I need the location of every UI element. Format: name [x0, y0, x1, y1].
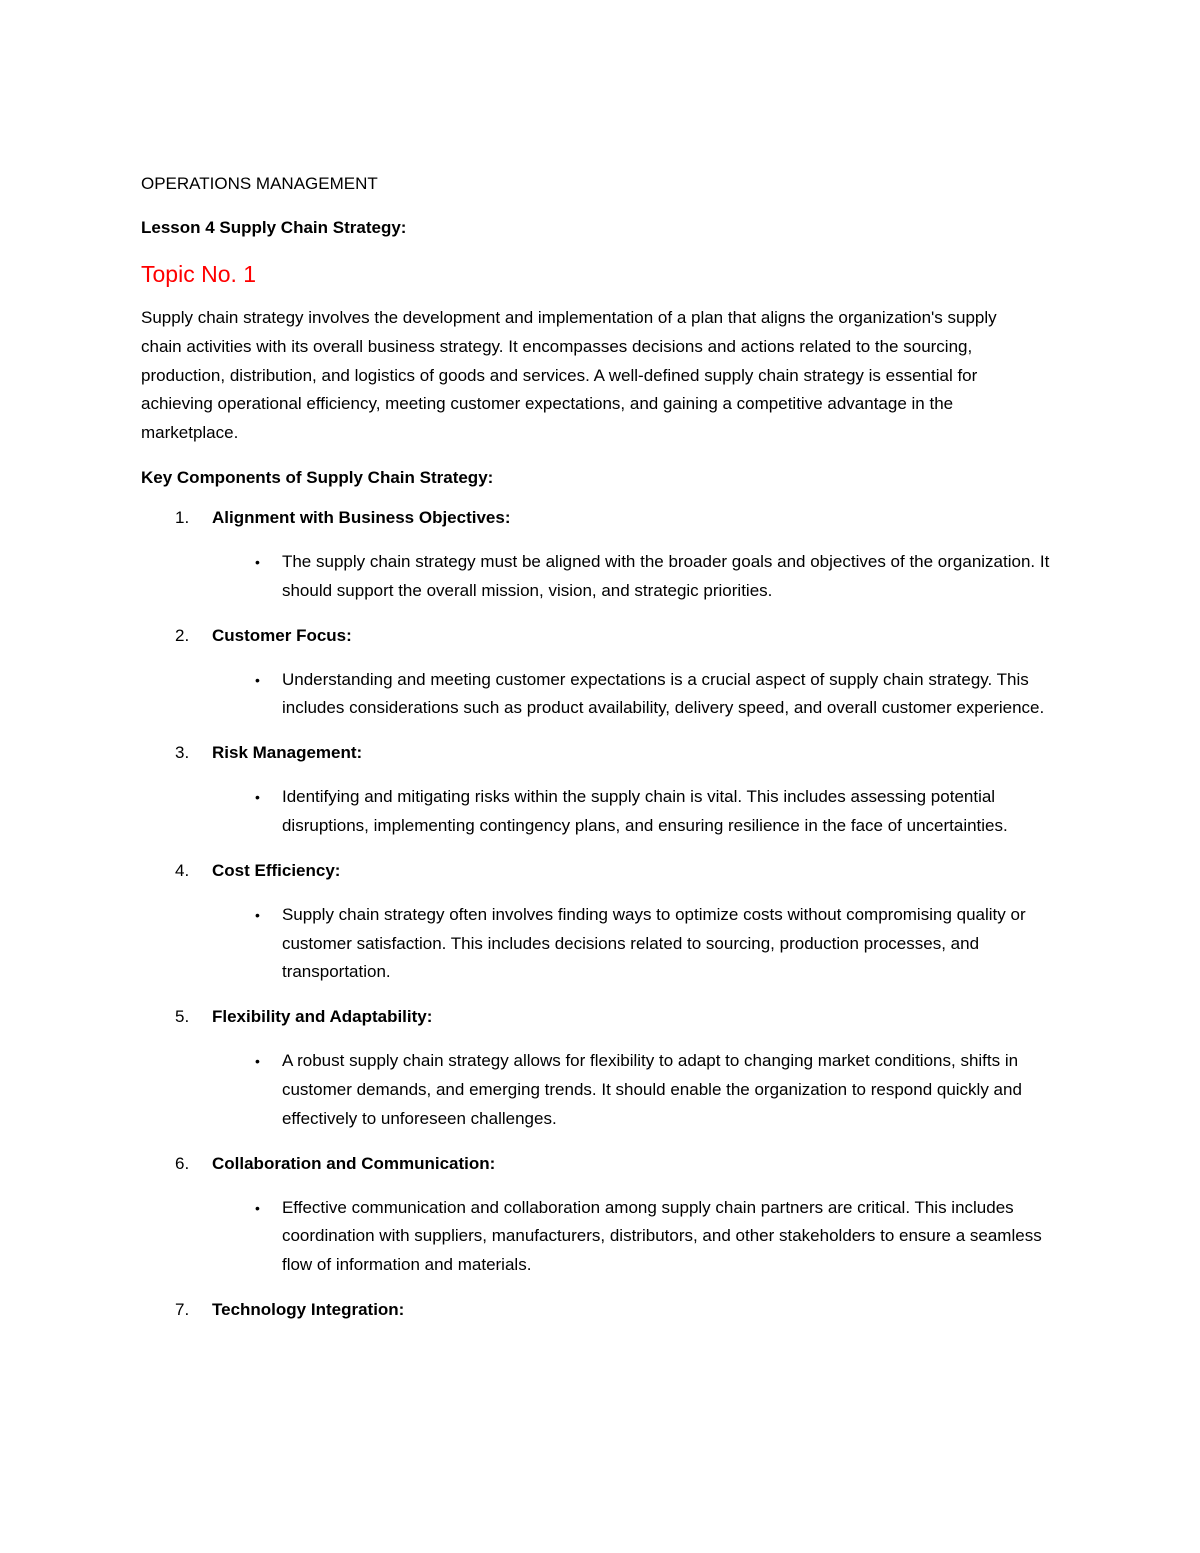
- bullet-text: Understanding and meeting customer expectations is a crucial aspect of supply chain strategy. This includes considerations such as product availability, delivery speed, and overall customer experience.: [281, 669, 1045, 718]
- component-heading: [141, 857, 1061, 885]
- component-item: [141, 1003, 1061, 1133]
- component-number: 1.: [175, 507, 190, 527]
- component-label: Alignment with Business Objectives:: [212, 507, 511, 527]
- component-number: 7.: [175, 1299, 190, 1319]
- document-page: [141, 170, 1061, 1340]
- lesson-title: Lesson 4 Supply Chain Strategy:: [141, 218, 407, 237]
- component-heading: [141, 1296, 1061, 1324]
- bullet-icon: •: [255, 1199, 260, 1216]
- component-label: Flexibility and Adaptability:: [212, 1007, 433, 1027]
- component-label: Risk Management:: [212, 743, 363, 763]
- bullet-text: A robust supply chain strategy allows for flexibility to adapt to changing market conditions, shifts in customer demands, and emerging trends. It should enable the organization to respond quickly and effectively to unforeseen challenges.: [281, 1051, 1022, 1128]
- component-heading: [141, 504, 1061, 532]
- component-heading: [141, 1003, 1061, 1031]
- component-label: Customer Focus:: [212, 625, 352, 645]
- component-item: [141, 622, 1061, 724]
- bullet-icon: •: [255, 906, 260, 923]
- component-bullet: [141, 666, 1061, 724]
- component-number: 6.: [175, 1153, 190, 1173]
- component-label: Collaboration and Communication:: [212, 1153, 496, 1173]
- component-number: 3.: [175, 743, 190, 763]
- component-item: [141, 504, 1061, 606]
- component-item: [141, 1296, 1061, 1324]
- bullet-icon: •: [255, 553, 260, 570]
- component-heading: [141, 739, 1061, 767]
- component-bullet: [141, 1194, 1061, 1280]
- component-item: [141, 739, 1061, 841]
- component-bullet: [141, 783, 1061, 841]
- component-label: Technology Integration:: [212, 1299, 405, 1319]
- topic-title: Topic No. 1: [141, 261, 257, 287]
- bullet-icon: •: [255, 789, 260, 806]
- component-number: 4.: [175, 860, 190, 880]
- components-list: [141, 504, 1061, 1324]
- bullet-text: Supply chain strategy often involves finding ways to optimize costs without compromising quality or customer satisfaction. This includes decisions related to sourcing, production processes, and transportation.: [281, 904, 1026, 982]
- bullet-text: The supply chain strategy must be aligned with the broader goals and objectives of the organization. It should support the overall mission, vision, and strategic priorities.: [281, 551, 1050, 600]
- component-bullet: [141, 901, 1061, 987]
- component-bullet: [141, 1047, 1061, 1133]
- component-item: [141, 857, 1061, 987]
- bullet-text: Identifying and mitigating risks within the supply chain is vital. This includes assessing potential disruptions, implementing contingency plans, and ensuring resilience in the face of uncertainties.: [281, 787, 1008, 835]
- bullet-icon: •: [255, 1053, 260, 1070]
- component-number: 5.: [175, 1007, 190, 1027]
- bullet-icon: •: [255, 671, 260, 688]
- component-label: Cost Efficiency:: [212, 860, 341, 880]
- component-bullet: [141, 548, 1061, 606]
- component-heading: [141, 1150, 1061, 1178]
- key-components-heading: Key Components of Supply Chain Strategy:: [141, 467, 494, 487]
- component-number: 2.: [175, 625, 190, 645]
- component-heading: [141, 622, 1061, 650]
- bullet-text: Effective communication and collaboration among supply chain partners are critical. This includes coordination with suppliers, manufacturers, distributors, and other stakeholders to ensure a seamless flow of information and materials.: [281, 1197, 1042, 1275]
- course-title: OPERATIONS MANAGEMENT: [141, 174, 378, 193]
- component-item: [141, 1150, 1061, 1280]
- intro-paragraph: Supply chain strategy involves the development and implementation of a plan that aligns the organization's supply chain activities with its overall business strategy. It encompasses decisions and actions related to the sourcing, production, distribution, and logistics of goods and services. A well-defined supply chain strategy is essential for achieving operational efficiency, meeting customer expectations, and gaining a competitive advantage in the marketplace.: [141, 308, 997, 443]
